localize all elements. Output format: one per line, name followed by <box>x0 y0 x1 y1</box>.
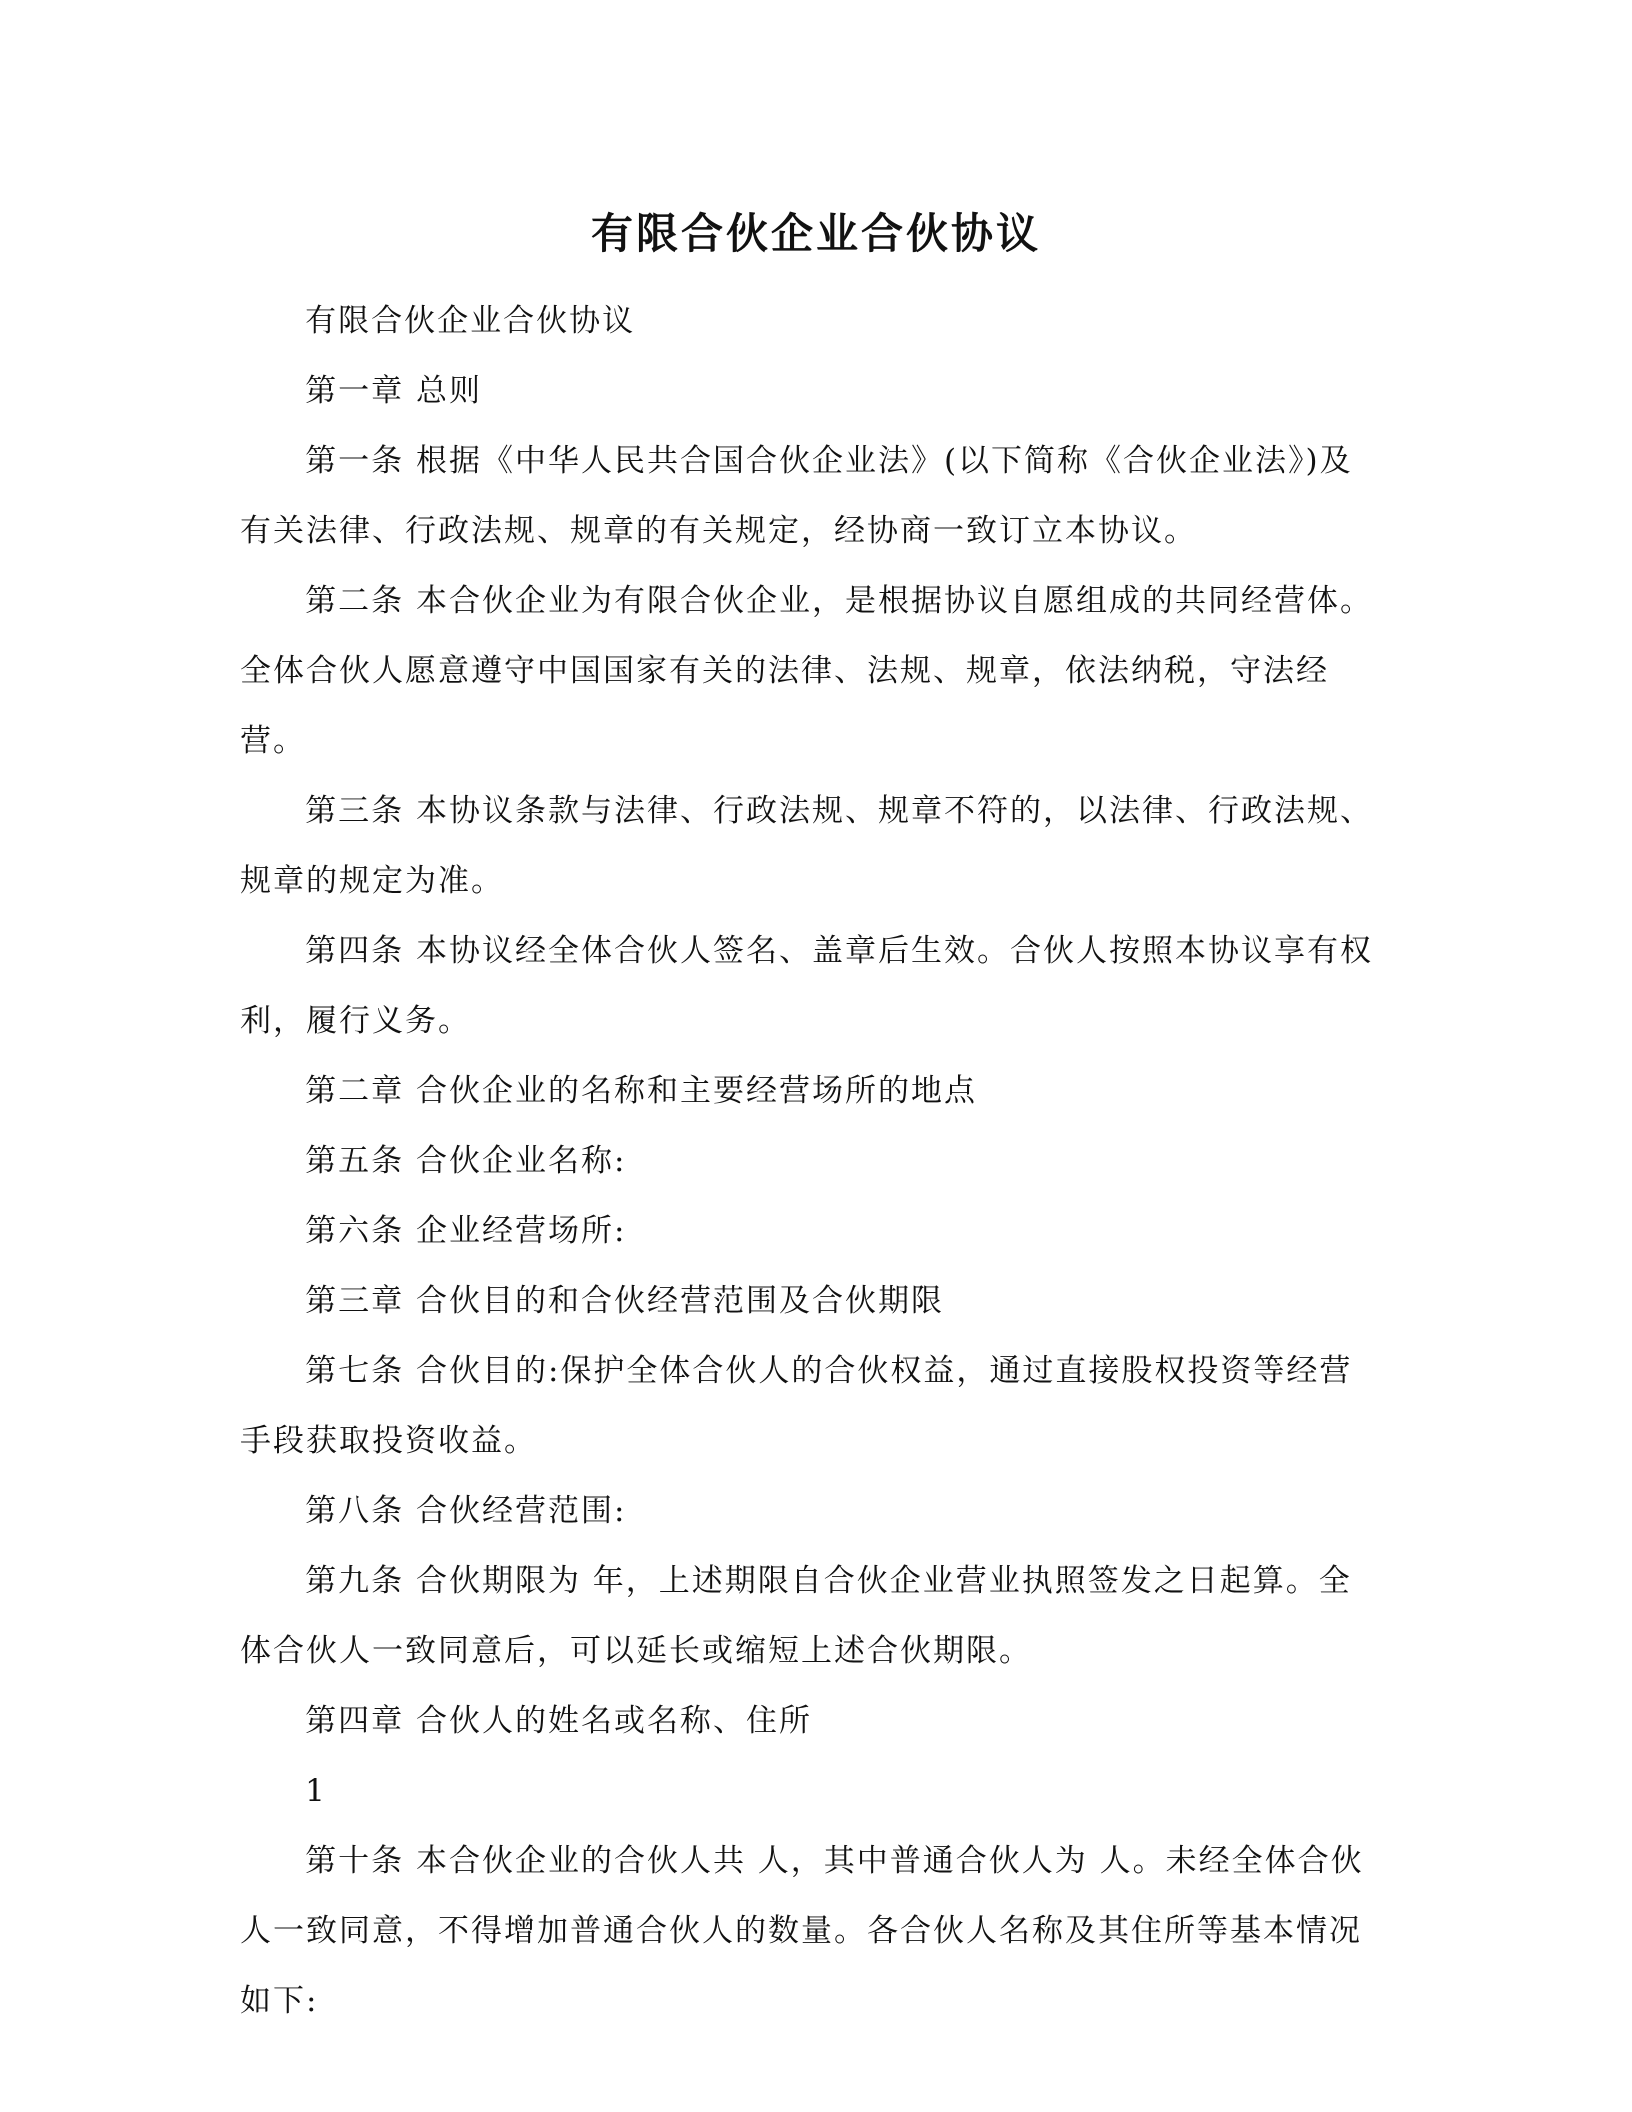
chapter-4-heading: 第四章 合伙人的姓名或名称、住所 <box>305 1703 812 1739</box>
article-2: 第二条 本合伙企业为有限合伙企业，是根据协议自愿组成的共同经营体。全体合伙人愿意遵守中国国家有关的法律、法规、规章，依法纳税，守法经营。 <box>240 583 1373 759</box>
chapter-2-heading: 第二章 合伙企业的名称和主要经营场所的地点 <box>305 1073 977 1109</box>
article-8: 第八条 合伙经营范围: <box>305 1493 627 1529</box>
article-9: 第九条 合伙期限为 年，上述期限自合伙企业营业执照签发之日起算。全体合伙人一致同意后，可以延长或缩短上述合伙期限。 <box>240 1563 1352 1669</box>
article-1: 第一条 根据《中华人民共合国合伙企业法》(以下简称《合伙企业法》)及有关法律、行政法规、规章的有关规定，经协商一致订立本协议。 <box>240 443 1353 549</box>
page-number: 1 <box>305 1773 327 1809</box>
document-body <box>240 286 1380 2036</box>
chapter-3-heading: 第三章 合伙目的和合伙经营范围及合伙期限 <box>305 1283 944 1319</box>
article-7: 第七条 合伙目的:保护全体合伙人的合伙权益，通过直接股权投资等经营手段获取投资收益。 <box>240 1353 1353 1459</box>
article-3: 第三条 本协议条款与法律、行政法规、规章不符的，以法律、行政法规、规章的规定为准。 <box>240 793 1373 899</box>
article-6: 第六条 企业经营场所: <box>305 1213 627 1249</box>
chapter-1-heading: 第一章 总则 <box>305 373 482 409</box>
paragraph-subtitle: 有限合伙企业合伙协议 <box>305 303 636 339</box>
document-title: 有限合伙企业合伙协议 <box>590 209 1041 258</box>
article-10: 第十条 本合伙企业的合伙人共 人，其中普通合伙人为 人。未经全体合伙人一致同意，不得增加普通合伙人的数量。各合伙人名称及其住所等基本情况如下: <box>240 1843 1364 2019</box>
article-4: 第四条 本协议经全体合伙人签名、盖章后生效。合伙人按照本协议享有权利，履行义务。 <box>240 933 1373 1039</box>
article-5: 第五条 合伙企业名称: <box>305 1143 627 1179</box>
